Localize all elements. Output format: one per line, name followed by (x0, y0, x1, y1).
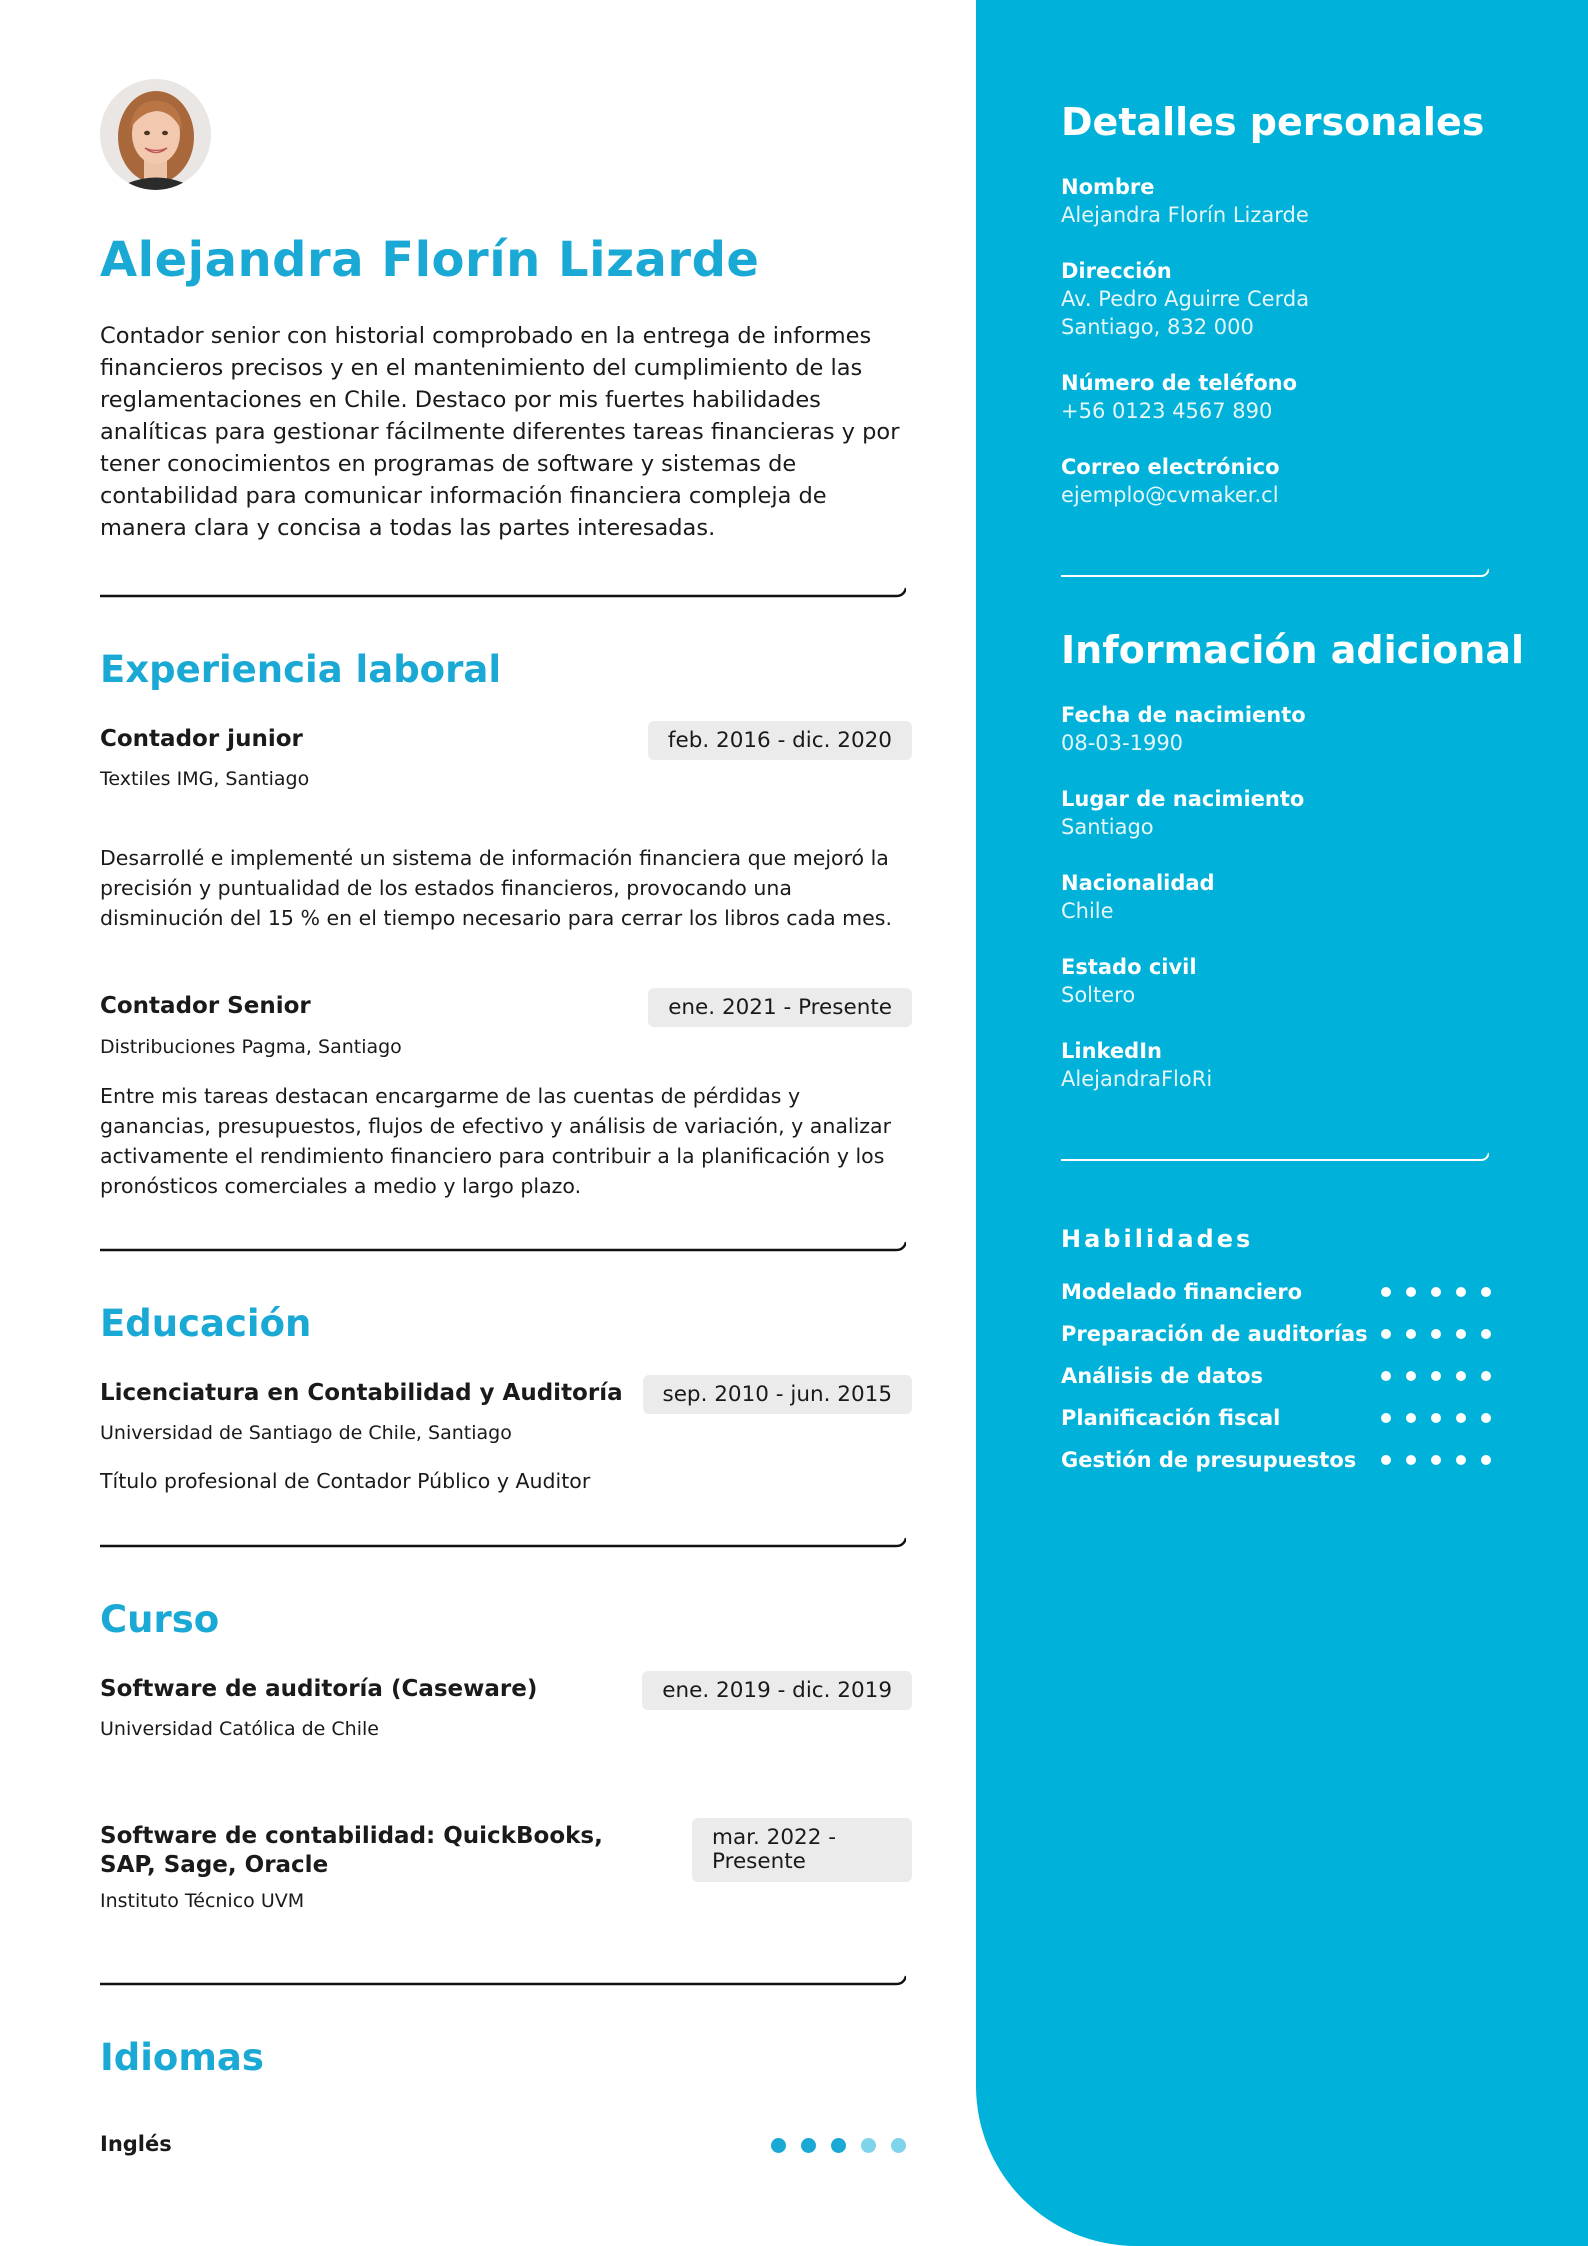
skill-name: Gestión de presupuestos (1061, 1448, 1357, 1472)
personal-details-heading: Detalles personales (1061, 100, 1485, 144)
skill-name: Preparación de auditorías (1061, 1322, 1368, 1346)
field-value: Santiago, 832 000 (1061, 315, 1254, 339)
filled-dot-icon (1481, 1455, 1491, 1465)
field-label: Nombre (1061, 175, 1155, 199)
field-value: Santiago (1061, 815, 1154, 839)
job-company: Textiles IMG, Santiago (100, 768, 310, 790)
field-label: Correo electrónico (1061, 455, 1280, 479)
personal-field-address (1061, 257, 1491, 341)
job-title: Contador junior (100, 726, 303, 752)
filled-dot-icon (1381, 1455, 1391, 1465)
filled-dot-icon (801, 2138, 816, 2153)
sidebar-divider (1061, 566, 1489, 578)
field-label: Número de teléfono (1061, 371, 1297, 395)
profile-summary: Contador senior con historial comprobado en la entrega de informes financieros precisos y en el mantenimiento del cumplimiento de las reglamentaciones en Chile. Destaco por mis fuertes habilidades analíticas para gestionar fácilmente diferentes tareas financieras y por tener conocimientos en programas de software y sistemas de contabilidad para comunicar información financiera compleja de manera clara y concisa a todas las partes interesadas. (100, 323, 900, 541)
filled-dot-icon (1456, 1329, 1466, 1339)
job-date-badge: ene. 2021 - Presente (648, 988, 912, 1027)
filled-dot-icon (1406, 1371, 1416, 1381)
filled-dot-icon (831, 2138, 846, 2153)
filled-dot-icon (1381, 1287, 1391, 1297)
skill-row (1061, 1319, 1491, 1349)
skill-row (1061, 1277, 1491, 1307)
sidebar-divider (1061, 1150, 1489, 1162)
language-level-rating (771, 2138, 906, 2153)
empty-dot-icon (891, 2138, 906, 2153)
skill-row (1061, 1403, 1491, 1433)
course-title: Software de contabilidad: QuickBooks, SAP, Sage, Oracle (100, 1823, 603, 1878)
field-label: Dirección (1061, 259, 1172, 283)
filled-dot-icon (1431, 1413, 1441, 1423)
section-divider (100, 1974, 906, 1986)
skill-row (1061, 1445, 1491, 1475)
filled-dot-icon (1456, 1455, 1466, 1465)
course-title: Software de auditoría (Caseware) (100, 1676, 538, 1702)
personal-field-phone (1061, 369, 1491, 425)
filled-dot-icon (1406, 1455, 1416, 1465)
personal-field-email (1061, 453, 1491, 509)
field-value: 08-03-1990 (1061, 731, 1184, 755)
filled-dot-icon (1381, 1329, 1391, 1339)
course-institution: Instituto Técnico UVM (100, 1890, 305, 1912)
job-description: Desarrollé e implementé un sistema de información financiera que mejoró la precisión y puntualidad de los estados financieros, provocando una disminución del 15 % en el tiempo necesario para cerrar los libros cada mes. (100, 846, 892, 930)
additional-field-marital-status (1061, 953, 1491, 1009)
skills-heading: Habilidades (1061, 1225, 1254, 1253)
education-institution: Universidad de Santiago de Chile, Santiago (100, 1422, 512, 1444)
section-divider (100, 1240, 906, 1252)
job-company: Distribuciones Pagma, Santiago (100, 1036, 402, 1058)
skill-row (1061, 1361, 1491, 1391)
field-value: +56 0123 4567 890 (1061, 399, 1273, 423)
field-label: Estado civil (1061, 955, 1197, 979)
field-value: Soltero (1061, 983, 1136, 1007)
skill-name: Modelado financiero (1061, 1280, 1303, 1304)
course-date-badge: ene. 2019 - dic. 2019 (642, 1671, 912, 1710)
field-label: Nacionalidad (1061, 871, 1215, 895)
job-title: Contador Senior (100, 993, 311, 1019)
avatar (100, 79, 211, 190)
skill-level-rating (1381, 1329, 1491, 1339)
field-value: Av. Pedro Aguirre Cerda (1061, 287, 1310, 311)
main-column (100, 0, 906, 2246)
filled-dot-icon (1481, 1371, 1491, 1381)
field-label: Fecha de nacimiento (1061, 703, 1306, 727)
filled-dot-icon (1481, 1287, 1491, 1297)
skill-name: Análisis de datos (1061, 1364, 1264, 1388)
additional-info-heading: Información adicional (1061, 628, 1524, 672)
language-name: Inglés (100, 2132, 172, 2156)
field-value: ejemplo@cvmaker.cl (1061, 483, 1279, 507)
course-institution: Universidad Católica de Chile (100, 1718, 379, 1740)
skill-level-rating (1381, 1371, 1491, 1381)
additional-field-linkedin (1061, 1037, 1491, 1093)
filled-dot-icon (1406, 1287, 1416, 1297)
sidebar (976, 0, 1588, 2246)
profile-name: Alejandra Florín Lizarde (100, 232, 760, 288)
additional-field-birthdate (1061, 701, 1491, 757)
field-label: Lugar de nacimiento (1061, 787, 1305, 811)
courses-heading: Curso (100, 1598, 220, 1641)
job-date-badge: feb. 2016 - dic. 2020 (648, 721, 912, 760)
additional-field-birthplace (1061, 785, 1491, 841)
experience-heading: Experiencia laboral (100, 648, 502, 691)
additional-field-nationality (1061, 869, 1491, 925)
section-divider (100, 586, 906, 598)
filled-dot-icon (1481, 1329, 1491, 1339)
languages-heading: Idiomas (100, 2036, 264, 2079)
course-date-badge: mar. 2022 - Presente (692, 1818, 912, 1882)
filled-dot-icon (1431, 1329, 1441, 1339)
filled-dot-icon (1456, 1287, 1466, 1297)
filled-dot-icon (1481, 1413, 1491, 1423)
filled-dot-icon (1456, 1413, 1466, 1423)
skill-level-rating (1381, 1413, 1491, 1423)
section-divider (100, 1536, 906, 1548)
field-value: Chile (1061, 899, 1114, 923)
skill-name: Planificación fiscal (1061, 1406, 1281, 1430)
field-value: Alejandra Florín Lizarde (1061, 203, 1309, 227)
filled-dot-icon (1381, 1413, 1391, 1423)
personal-field-name (1061, 173, 1491, 229)
skill-level-rating (1381, 1287, 1491, 1297)
filled-dot-icon (771, 2138, 786, 2153)
empty-dot-icon (861, 2138, 876, 2153)
education-description: Título profesional de Contador Público y Auditor (100, 1469, 591, 1493)
field-label: LinkedIn (1061, 1039, 1162, 1063)
filled-dot-icon (1431, 1287, 1441, 1297)
filled-dot-icon (1456, 1371, 1466, 1381)
filled-dot-icon (1381, 1371, 1391, 1381)
education-heading: Educación (100, 1302, 312, 1345)
education-title: Licenciatura en Contabilidad y Auditoría (100, 1380, 623, 1406)
job-description: Entre mis tareas destacan encargarme de las cuentas de pérdidas y ganancias, presupuestos, flujos de efectivo y análisis de variación, y analizar activamente el rendimiento financiero para contribuir a la planificación y los pronósticos comerciales a medio y largo plazo. (100, 1084, 892, 1198)
avatar-portrait-icon (100, 79, 211, 190)
field-value: AlejandraFloRi (1061, 1067, 1213, 1091)
skill-level-rating (1381, 1455, 1491, 1465)
education-date-badge: sep. 2010 - jun. 2015 (643, 1375, 913, 1414)
filled-dot-icon (1431, 1371, 1441, 1381)
filled-dot-icon (1406, 1329, 1416, 1339)
filled-dot-icon (1431, 1455, 1441, 1465)
filled-dot-icon (1406, 1413, 1416, 1423)
